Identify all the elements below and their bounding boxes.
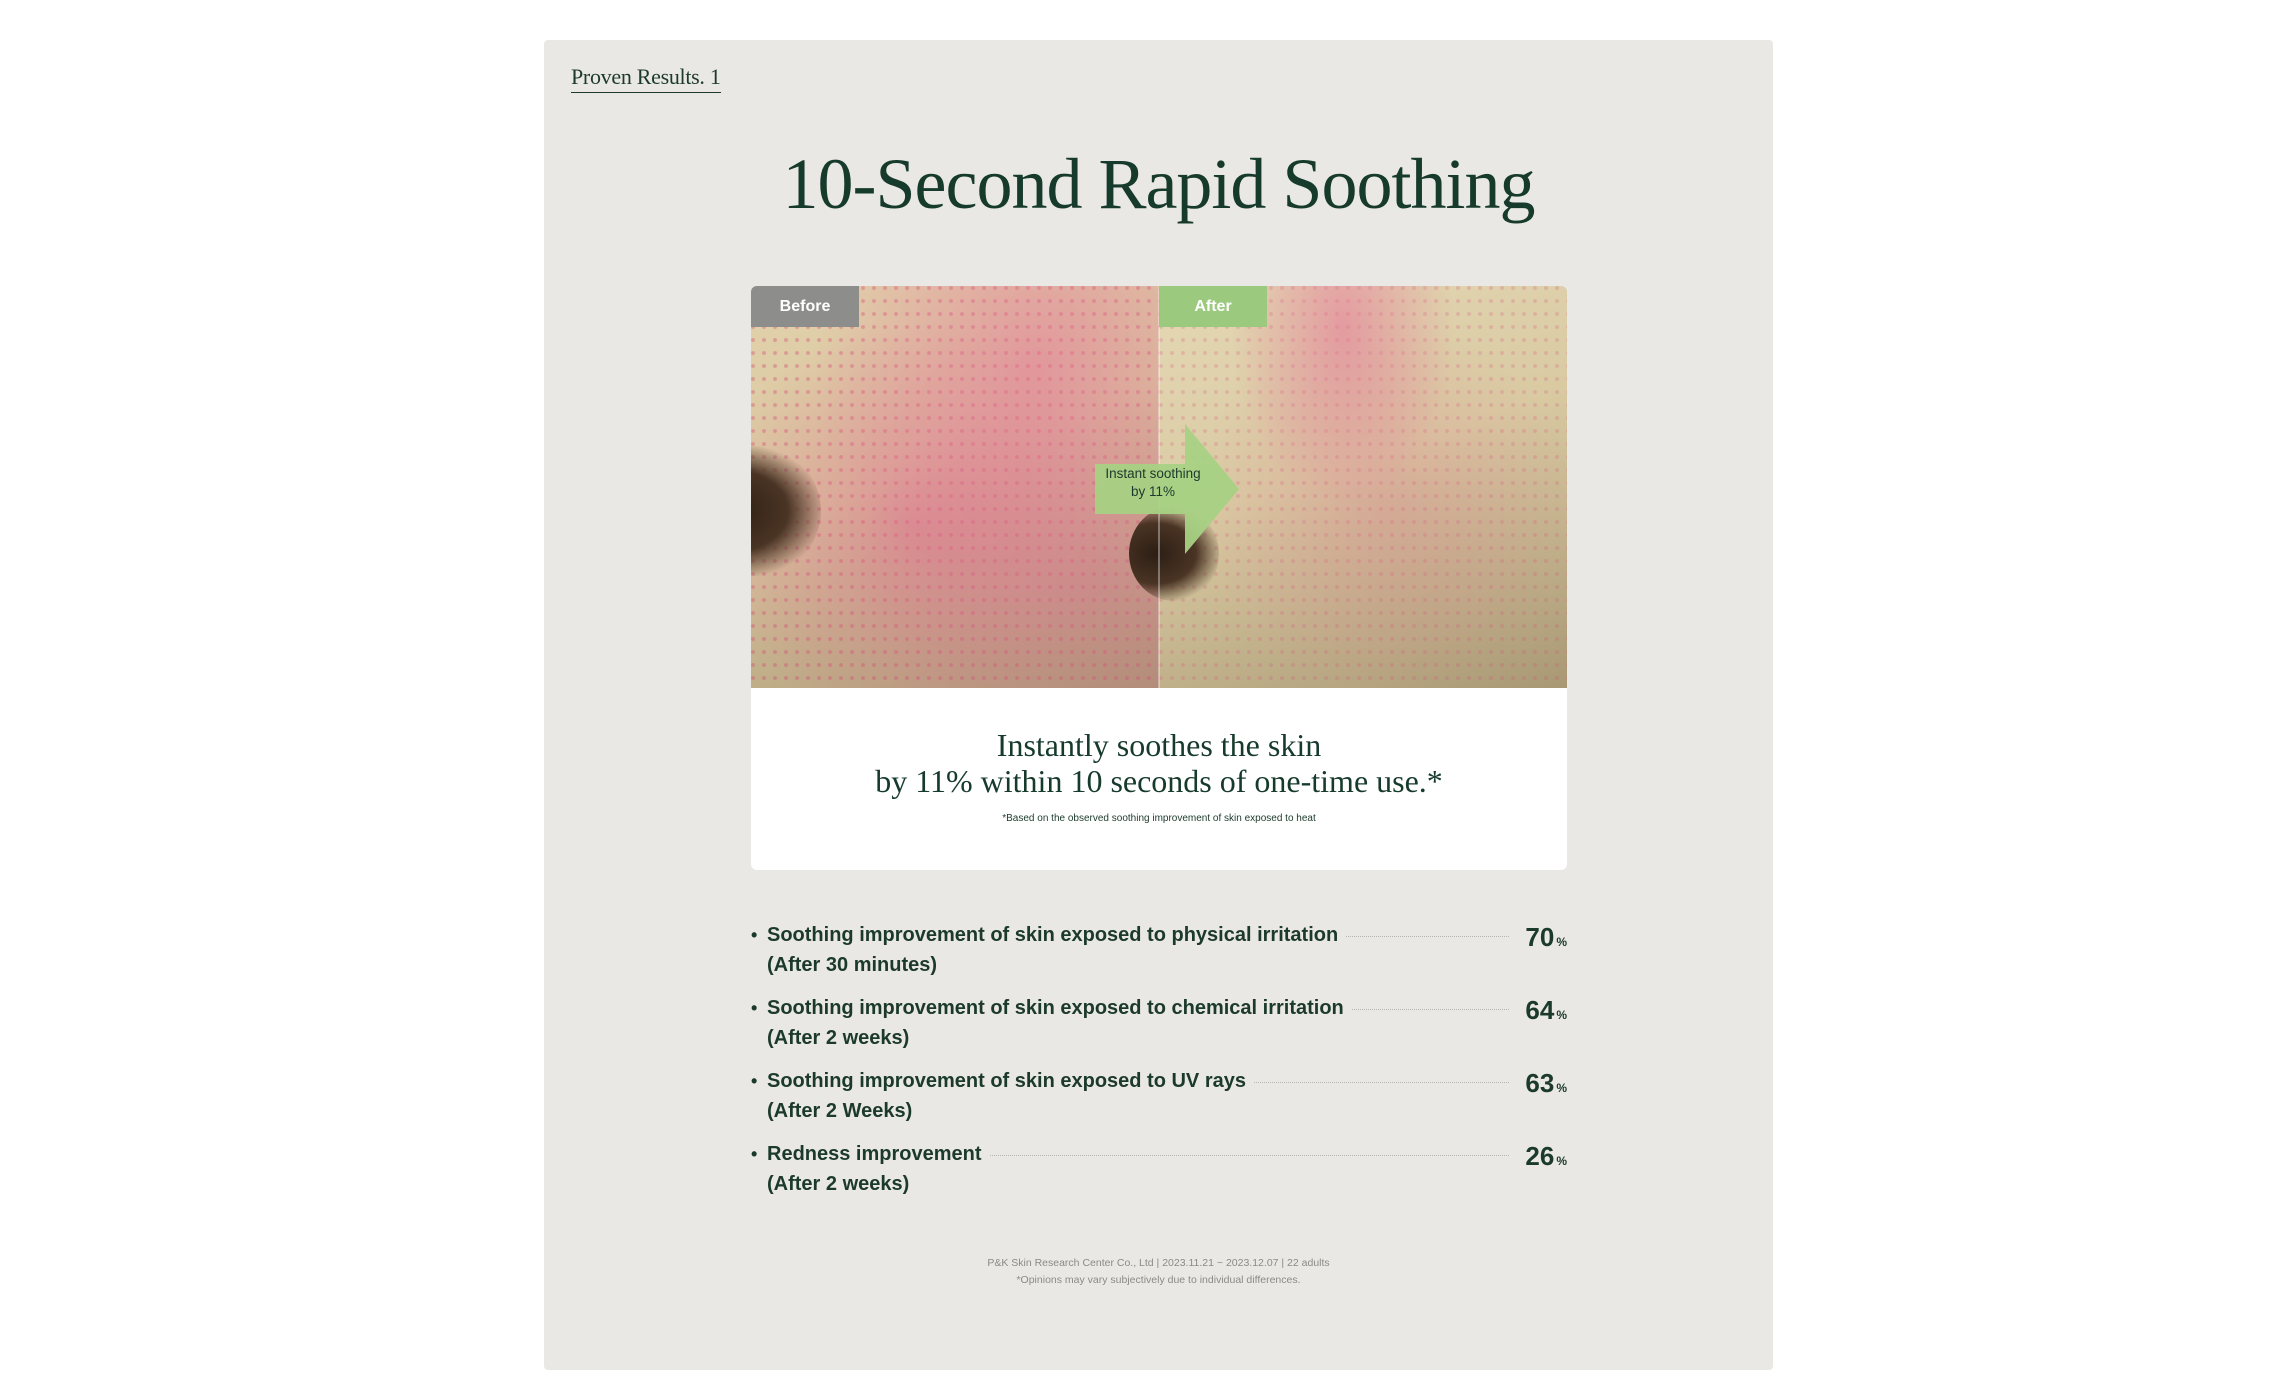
caption-footnote: *Based on the observed soothing improvement of skin exposed to heat [1002,813,1316,824]
stat-unit: % [1556,935,1567,949]
source-note [544,1255,1773,1289]
stat-sub: (After 2 weeks) [767,1173,910,1195]
after-tag: After [1159,286,1267,327]
bullet-icon: • [751,998,758,1018]
bullet-icon: • [751,1071,758,1091]
stat-number: 26 [1525,1141,1555,1171]
stat-row [751,1066,1567,1139]
stat-unit: % [1556,1154,1567,1168]
comparison-panel [751,286,1567,870]
stat-label: Soothing improvement of skin exposed to chemical irritation [767,993,1352,1023]
arrow-callout-line1: Instant soothing [1105,466,1201,481]
stat-row [751,1139,1567,1212]
page-title: 10-Second Rapid Soothing [782,144,1535,224]
stat-row [751,993,1567,1066]
stat-number: 63 [1525,1068,1555,1098]
result-caption [751,727,1567,799]
stat-sub: (After 2 weeks) [767,1027,910,1049]
before-tag: Before [751,286,859,327]
stat-value [1517,993,1567,1032]
stat-value [1517,920,1567,959]
bullet-icon: • [751,1144,758,1164]
stat-unit: % [1556,1008,1567,1022]
stat-value [1517,1066,1567,1105]
stat-sub: (After 2 Weeks) [767,1100,913,1122]
stat-sub: (After 30 minutes) [767,954,938,976]
arrow-callout [1095,465,1211,501]
before-after-photos [751,286,1567,688]
stat-label: Soothing improvement of skin exposed to UV rays [767,1066,1254,1096]
bullet-icon: • [751,925,758,945]
stat-number: 64 [1525,995,1555,1025]
section-eyebrow: Proven Results. 1 [571,64,721,93]
stat-value [1517,1139,1567,1178]
arrow-callout-line2: by 11% [1130,484,1176,499]
stat-label: Soothing improvement of skin exposed to physical irritation [767,920,1346,950]
results-card [544,40,1773,1370]
source-line1: P&K Skin Research Center Co., Ltd | 2023.11.21 ~ 2023.12.07 | 22 adults [987,1257,1330,1269]
stat-label: Redness improvement [767,1139,990,1169]
stat-unit: % [1556,1081,1567,1095]
stats-list [751,920,1567,1212]
stat-number: 70 [1525,922,1555,952]
caption-line2: by 11% within 10 seconds of one-time use.* [875,763,1443,799]
stat-row [751,920,1567,993]
source-line2: *Opinions may vary subjectively due to individual differences. [1016,1274,1301,1286]
caption-line1: Instantly soothes the skin [996,727,1322,763]
